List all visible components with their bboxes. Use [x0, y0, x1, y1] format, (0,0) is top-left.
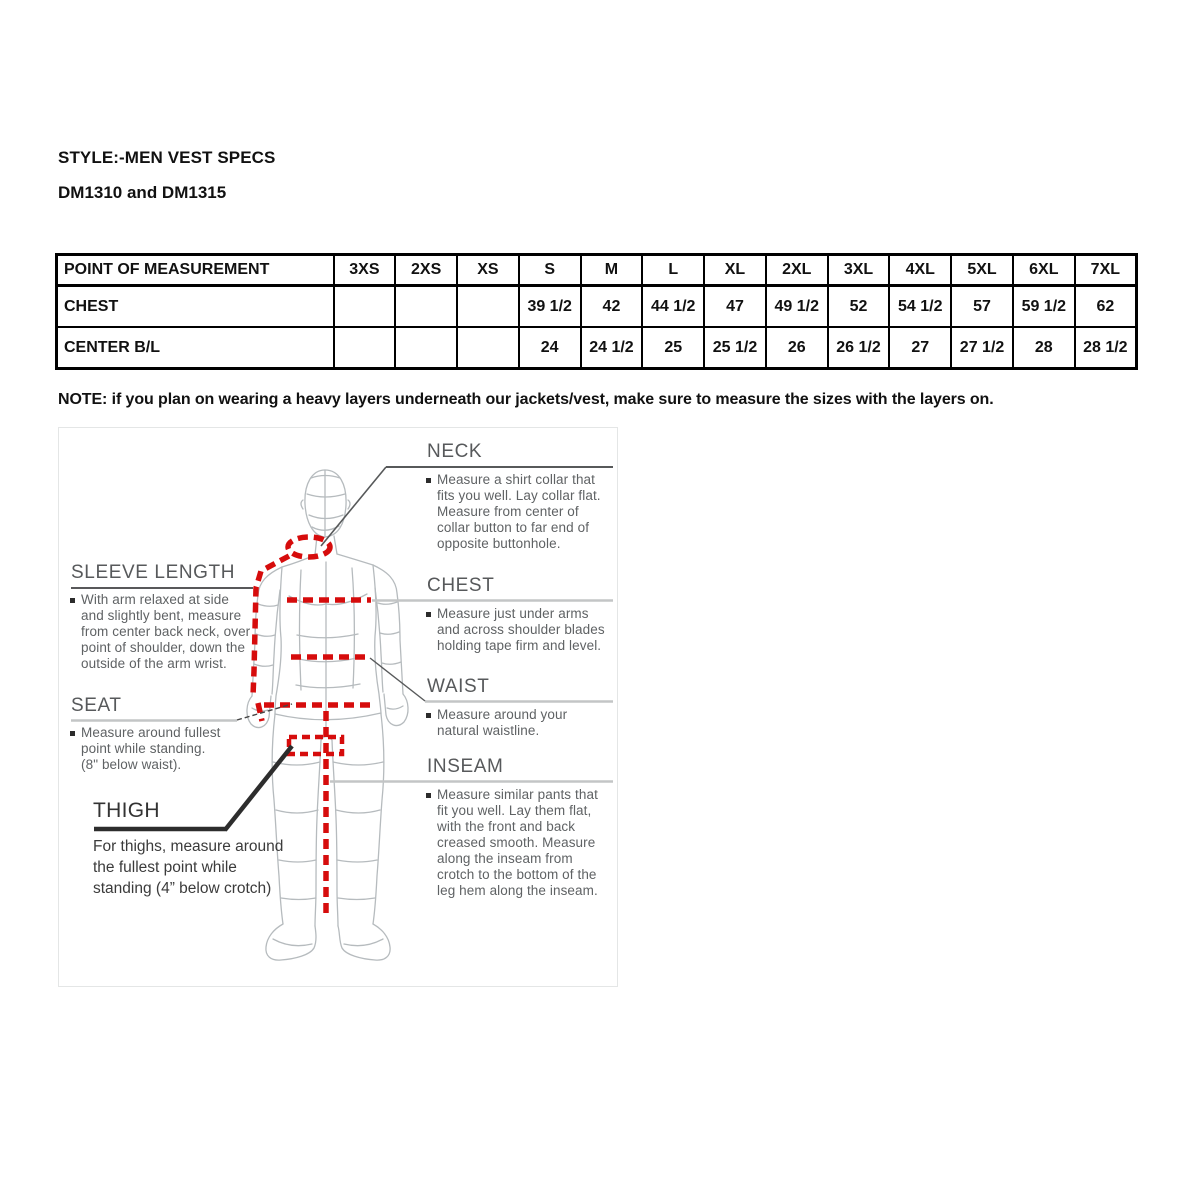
measurement-value-cell: 24 [519, 327, 581, 369]
measurement-value-cell [457, 327, 519, 369]
measurement-value-cell: 42 [581, 286, 643, 328]
measurement-value-cell [395, 327, 457, 369]
section-text-line: holding tape firm and level. [437, 638, 602, 653]
measurement-value-cell: 57 [951, 286, 1013, 328]
section-heading: SLEEVE LENGTH [71, 562, 236, 583]
measurement-value-cell: 49 1/2 [766, 286, 828, 328]
section-text-line: With arm relaxed at side [81, 592, 229, 607]
section-text-line: For thighs, measure around [93, 838, 284, 855]
size-table [55, 253, 1138, 370]
section-text-line: Measure around fullest [81, 725, 221, 740]
row-label: CENTER B/L [57, 327, 334, 369]
section-heading: INSEAM [427, 756, 504, 777]
section-text-line: Measure just under arms [437, 606, 589, 621]
column-header-size: 7XL [1075, 255, 1137, 286]
measurement-value-cell: 26 1/2 [828, 327, 890, 369]
section-text-line: from center back neck, over [81, 624, 251, 639]
column-header-size: 5XL [951, 255, 1013, 286]
column-header-size: 3XS [334, 255, 396, 286]
section-text-line: (8" below waist). [81, 757, 182, 772]
section-text [81, 592, 250, 672]
column-header-size: 3XL [828, 255, 890, 286]
waist-leader-line [370, 658, 425, 701]
section-text-line: opposite buttonhole. [437, 536, 561, 551]
section-heading: THIGH [93, 799, 160, 822]
measurement-value-cell: 39 1/2 [519, 286, 581, 328]
guide-section-waist [427, 676, 627, 738]
measurement-value-cell: 24 1/2 [581, 327, 643, 369]
size-spec-table [55, 253, 1138, 370]
measurement-value-cell: 25 1/2 [704, 327, 766, 369]
column-header-size: 2XS [395, 255, 457, 286]
section-heading: NECK [427, 441, 483, 462]
measurement-value-cell: 26 [766, 327, 828, 369]
guide-section-seat [71, 695, 271, 772]
table-row [57, 327, 1137, 369]
model-codes: DM1310 and DM1315 [58, 183, 227, 202]
section-text-line: fits you well. Lay collar flat. [437, 488, 601, 503]
section-text-line: along the inseam from [437, 851, 573, 866]
section-text-line: collar button to far end of [437, 520, 590, 535]
table-header-row [57, 255, 1137, 286]
measurement-value-cell [395, 286, 457, 328]
section-text-line: Measure around your [437, 707, 568, 722]
section-text [93, 836, 283, 899]
column-header-size: S [519, 255, 581, 286]
column-header-size: 4XL [889, 255, 951, 286]
note-text: NOTE: if you plan on wearing a heavy layers underneath our jackets/vest, make sure to measure the sizes with the layers on. [58, 391, 994, 408]
row-label: CHEST [57, 286, 334, 328]
section-text-line: the fullest point while [93, 859, 237, 876]
page-title: STYLE:-MEN VEST SPECS [58, 148, 276, 167]
section-text [81, 725, 221, 773]
column-header-point-of-measurement: POINT OF MEASUREMENT [57, 255, 334, 286]
section-text-line: fit you well. Lay them flat, [437, 803, 592, 818]
guide-section-chest [427, 575, 627, 653]
section-text [437, 606, 605, 654]
section-text-line: leg hem along the inseam. [437, 883, 598, 898]
measurement-value-cell: 52 [828, 286, 890, 328]
section-text-line: crotch to the bottom of the [437, 867, 597, 882]
guide-section-thigh [93, 799, 293, 897]
section-text [437, 707, 567, 739]
section-text-line: creased smooth. Measure [437, 835, 596, 850]
section-text [437, 472, 601, 552]
square-bullet-icon [426, 713, 431, 718]
section-text-line: Measure a shirt collar that [437, 472, 596, 487]
table-row [57, 286, 1137, 328]
section-text-line: with the front and back [437, 819, 576, 834]
measurement-value-cell: 47 [704, 286, 766, 328]
column-header-size: 6XL [1013, 255, 1075, 286]
section-text-line: Measure similar pants that [437, 787, 598, 802]
neck-measure-line [288, 537, 330, 557]
measurement-value-cell: 62 [1075, 286, 1137, 328]
measurement-value-cell: 25 [642, 327, 704, 369]
measurement-value-cell: 28 [1013, 327, 1075, 369]
section-text-line: natural waistline. [437, 723, 540, 738]
measurement-diagram [58, 427, 618, 987]
section-heading: WAIST [427, 676, 490, 697]
section-text-line: point of shoulder, down the [81, 640, 246, 655]
section-heading: CHEST [427, 575, 495, 596]
column-header-size: XL [704, 255, 766, 286]
square-bullet-icon [426, 612, 431, 617]
section-text-line: point while standing. [81, 741, 206, 756]
measurement-value-cell [334, 327, 396, 369]
column-header-size: XS [457, 255, 519, 286]
neck-leader-line [321, 467, 386, 546]
guide-section-sleeve-length [71, 562, 271, 671]
section-text-line: outside of the arm wrist. [81, 656, 227, 671]
measurement-value-cell: 28 1/2 [1075, 327, 1137, 369]
column-header-size: L [642, 255, 704, 286]
column-header-size: 2XL [766, 255, 828, 286]
section-text-line: and across shoulder blades [437, 622, 605, 637]
measurement-value-cell [334, 286, 396, 328]
column-header-size: M [581, 255, 643, 286]
guide-section-neck [427, 441, 627, 551]
section-text-line: standing (4” below crotch) [93, 880, 272, 897]
section-text-line: Measure from center of [437, 504, 579, 519]
guide-section-inseam [427, 756, 627, 898]
measurement-value-cell: 27 1/2 [951, 327, 1013, 369]
square-bullet-icon [426, 793, 431, 798]
square-bullet-icon [70, 598, 75, 603]
measurement-value-cell: 27 [889, 327, 951, 369]
measurement-value-cell: 44 1/2 [642, 286, 704, 328]
square-bullet-icon [70, 731, 75, 736]
section-text-line: and slightly bent, measure [81, 608, 242, 623]
section-heading: SEAT [71, 695, 122, 716]
thigh-measure-line [289, 737, 342, 754]
square-bullet-icon [426, 478, 431, 483]
measurement-value-cell: 54 1/2 [889, 286, 951, 328]
section-text [437, 787, 598, 899]
measurement-value-cell: 59 1/2 [1013, 286, 1075, 328]
measurement-value-cell [457, 286, 519, 328]
